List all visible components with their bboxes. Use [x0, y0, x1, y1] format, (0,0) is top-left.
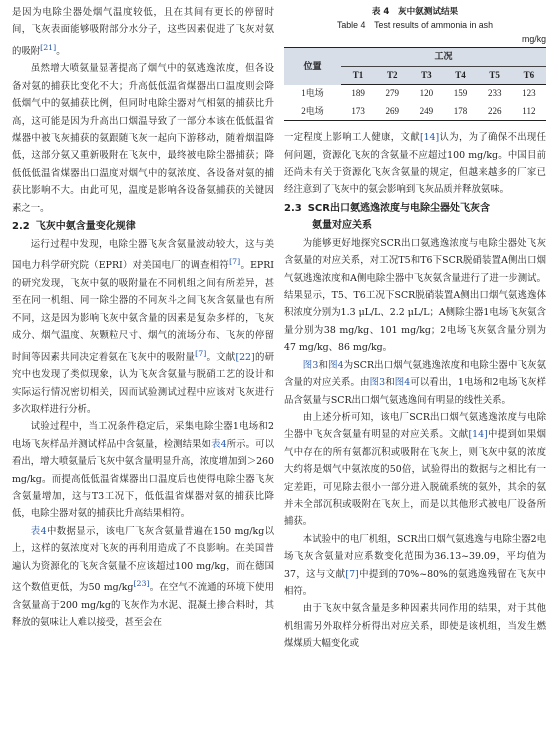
- paragraph: 运行过程中发现，电除尘器飞灰含氨量波动较大，这与美国电力科学研究院（EPRI）对美国电厂的调查相符[7]。EPRI的研究发现，飞灰中氨的吸附量在不同机组之间有所差异，甚至在同一机组、同一除尘器的不同灰斗之间飞灰含氨量也有所不同，这是因为影响飞灰中氨含量的因素是复杂多样的，飞灰成分、烟气温度、灰颗粒尺寸、烟气的流场分布、飞灰的停留时间等因素共同决定着氨在飞灰中的吸附量[7]。文献[22]的研究中也发现了类似现象，认为飞灰含氨量与脱硝工艺的设计和实际运行情况密切相关，因而试验测试过程中应该对飞灰进行多次取样进行分析。: [12, 239, 274, 415]
- table-4: [284, 6, 546, 121]
- citation-link[interactable]: [14]: [419, 132, 440, 144]
- table-cell: 120: [419, 88, 434, 99]
- table-header-cell: T4: [443, 67, 477, 85]
- table-row: [284, 85, 546, 103]
- paragraph: 表4中数据显示，该电厂飞灰含氨量普遍在150 mg/kg以上，这样的氨浓度对飞灰的再利用造成了不良影响。在美国普遍认为资源化的飞灰含氨量不应该超过100 mg/kg，而在德国这个数值更低，为50 mg/kg[23]。在空气不流通的环境下使用含氨量高于200 mg/kg的飞灰作为水泥、混凝土掺合料时，其释放的氨味让人难以接受，甚至会在: [12, 525, 274, 628]
- paragraph: 本试验中的电厂机组，SCR出口烟气氨逃逸与电除尘器2电场飞灰含氨量对应系数变化范围为36.13~39.09，平均值为37，这与文献[7]中提到的70%~80%的氨逃逸残留在飞灰中相符。: [284, 533, 546, 597]
- paragraph: 为能够更好地探究SCR出口氨逃逸浓度与电除尘器处飞灰含氨量的对应关系，对工况T5和T6下SCR脱硝装置A侧出口烟气氨逃逸浓度和A侧电除尘器中飞灰氨含量进行了进一步测试。结果显示，T5、T6工况下SCR脱硝装置A侧出口烟气氨逃逸体积浓度分别为1.3 μL/L、2.2 μL/L；A侧除尘器1电场飞灰氨含量分别为38 mg/kg、101 mg/kg；2电场飞灰氨含量分别为47 mg/kg、86 mg/kg。: [284, 237, 546, 354]
- table-unit: mg/kg: [522, 34, 546, 44]
- table-header-cell: T3: [409, 67, 443, 85]
- row-label: 2电场: [284, 103, 341, 121]
- figure-reference-link[interactable]: 图4: [394, 377, 411, 389]
- table-caption-en: Table 4 Test results of ammonia in ash: [337, 20, 493, 30]
- paragraph: 虽然增大喷氨量显著提高了烟气中的氨逃逸浓度，但各设备对氨的捕获比变化不大；升高低低温省煤器出口温度则会降低烟气中的氨捕获比例，但同时电除尘器对气相氨的捕获比升高，这可能是因为升高出口烟温导致了一部分本该在低低温省煤器中被飞灰捕获的氨跟随飞灰一起向下游移动，随着烟温降低，这部分氨又重新吸附在飞灰中，最终被电除尘器捕获；降低低低温省煤器出口温度对烟气中的氨浓度、各设备对氨的捕获比影响不大。由此可见，温度是影响各设备氨捕获的关键因素之一。: [12, 63, 274, 214]
- table-cell: 178: [443, 103, 477, 121]
- paragraph: 由上述分析可知，该电厂SCR出口烟气氨逃逸浓度与电除尘器中飞灰含氨量有明显的对应关系。文献[14]中提到如果烟气中存在的所有氨都沉积或吸附在飞灰上，则飞灰中氨的浓度大约将是烟气中氨浓度的50倍，试验得出的数据与之相比有一定差距，可见除去很小一部分进入脱硫系统的氨外，其余的氨并未全部沉积或吸附在飞灰上，而是以其他形式被电厂设备所捕获。: [284, 411, 546, 528]
- paragraph: 由于飞灰中氨含量是多种因素共同作用的结果，对于其他机组需另外取样分析得出对应关系，即使是该机组，当发生燃煤煤质大幅变化或: [284, 603, 546, 650]
- table-cell: 226: [478, 103, 512, 121]
- right-column: [284, 6, 546, 653]
- paragraph: 是因为电除尘器处烟气温度较低，且在其间有更长的停留时间，飞灰表面能够吸附部分水分子，这些因素促进了飞灰对氨的吸附[21]。: [12, 7, 274, 57]
- table-cell: 249: [409, 103, 443, 121]
- table-header-cell: T5: [478, 67, 512, 85]
- figure-reference-link[interactable]: 图3: [302, 359, 319, 371]
- table-cell: 112: [512, 103, 546, 121]
- paragraph: 一定程度上影响工人健康，文献[14]认为，为了确保不出现任何问题，资源化飞灰的含氨量不应超过100 mg/kg。中国目前还尚未有关于资源化飞灰含氨量的规定，但越来越多的厂家已经注意到了飞灰中的氨会影响到飞灰品质并释放氨味。: [284, 132, 546, 196]
- citation-link[interactable]: [7]: [345, 568, 359, 580]
- section-heading-2-3: 2.3 SCR出口氨逃逸浓度与电除尘器处飞灰含 氨量对应关系: [284, 202, 490, 231]
- table-cell: 173: [341, 103, 375, 121]
- table-header-position: 位置: [284, 48, 341, 85]
- table-header-cell: T1: [341, 67, 375, 85]
- table-cell: 269: [375, 103, 409, 121]
- citation-link[interactable]: [22]: [235, 351, 255, 363]
- table-cell: 189: [351, 88, 365, 99]
- table-cell: 123: [522, 88, 536, 99]
- table-reference-link[interactable]: 表4: [30, 525, 47, 537]
- section-heading-2-2: 2.2 飞灰中氨含量变化规律: [12, 221, 136, 232]
- table-cell: 159: [453, 88, 468, 99]
- left-column: [12, 4, 274, 631]
- citation-link[interactable]: [23]: [133, 578, 150, 588]
- figure-reference-link[interactable]: 图3: [369, 377, 386, 389]
- paragraph: 图3和图4为SCR出口烟气氨逃逸浓度和电除尘器中飞灰氨含量的对应关系。由图3和图4可以看出，1电场和2电场飞灰样品含氨量与SCR出口烟气氨逃逸间有明显的线性关系。: [284, 359, 547, 406]
- figure-reference-link[interactable]: 图4: [328, 359, 344, 371]
- table-header-cell: T6: [512, 67, 546, 85]
- table-header-cell: T2: [375, 67, 409, 85]
- citation-link[interactable]: [14]: [468, 429, 488, 441]
- table-cell: 233: [487, 88, 502, 99]
- row-label: 1电场: [301, 88, 324, 99]
- table-cell: 279: [385, 88, 399, 99]
- ammonia-table: [284, 47, 546, 121]
- paragraph: 试验过程中，当工况条件稳定后，采集电除尘器1电场和2电场飞灰样品并测试样品中含氨量，检测结果如表4所示。可以看出，增大喷氨量后飞灰中氨含量明显升高，浓度增加到＞260 mg/kg。而提高低低温省煤器出口温度后也使得电除尘器飞灰含氨量增加，这与T3工况下，低低温省煤器对氨的捕获比降低，电除尘器对氨的捕获比升高结果相符。: [12, 421, 274, 520]
- citation-link[interactable]: [21]: [40, 42, 57, 52]
- table-header-condition: 工况: [341, 48, 546, 67]
- table-row: [284, 103, 546, 121]
- citation-link[interactable]: [7]: [195, 348, 207, 358]
- citation-link[interactable]: [7]: [229, 257, 241, 267]
- table-caption-cn: 表 4 灰中氨测试结果: [371, 7, 459, 17]
- table-reference-link[interactable]: 表4: [211, 438, 227, 450]
